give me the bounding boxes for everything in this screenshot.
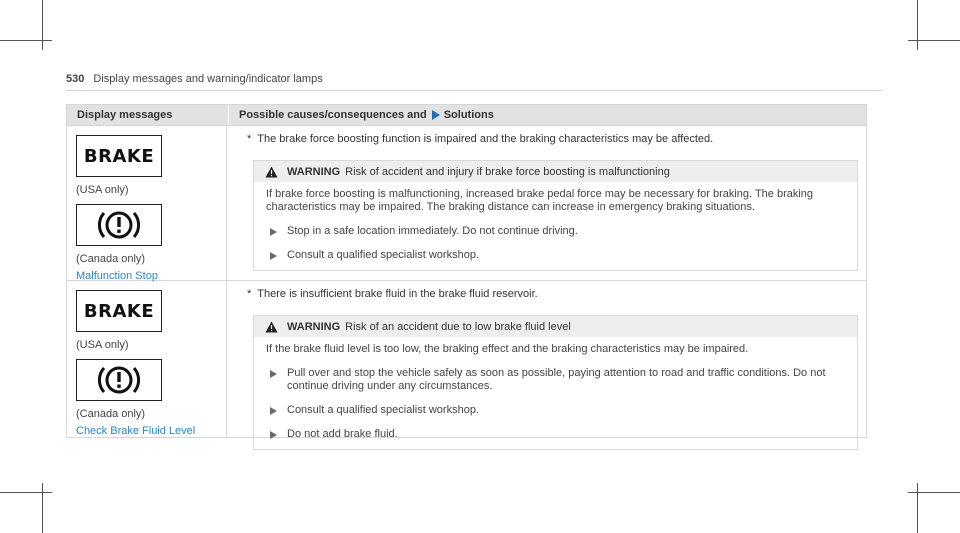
causes-solutions-cell: [227, 126, 866, 280]
region-canada: (Canada only): [76, 253, 146, 265]
step-text: Consult a qualified specialist workshop.: [287, 249, 479, 261]
warning-label: WARNING: [287, 165, 341, 178]
page-header: [66, 73, 323, 85]
table-header: [67, 105, 866, 125]
brake-lamp-icon: [76, 290, 162, 332]
warning-box: [253, 315, 858, 450]
warning-header: [254, 316, 857, 337]
step-text: Do not add brake fluid.: [287, 428, 398, 440]
brake-lamp-text: BRAKE: [83, 300, 155, 322]
step-text: Consult a qualified specialist workshop.: [287, 404, 479, 416]
warning-triangle-icon: [265, 166, 278, 178]
warning-text: If the brake fluid level is too low, the braking effect and the braking characteristics may be impaired.: [266, 343, 749, 355]
warning-triangle-icon: [265, 321, 278, 333]
step-text: Pull over and stop the vehicle safely as soon as possible, paying attention to road and traffic conditions. Do not continue driving under any circumstances.: [287, 367, 826, 392]
list-item: [266, 249, 847, 262]
step-arrow-icon: [270, 228, 277, 236]
warning-body: [254, 182, 857, 270]
crop-mark: [42, 0, 43, 50]
list-item: [266, 225, 847, 238]
region-usa: (USA only): [76, 184, 129, 196]
table-row: [67, 280, 866, 440]
warning-text: If brake force boosting is malfunctioning, increased brake pedal force may be necessary for braking. The braking characteristics may be impaired. The braking distance can increase in emergency braking situations.: [266, 188, 814, 213]
page-title: Display messages and warning/indicator lamps: [93, 73, 323, 85]
crop-mark: [0, 492, 52, 493]
crop-mark: [0, 40, 52, 41]
cause-description: There is insufficient brake fluid in the brake fluid reservoir.: [257, 288, 538, 300]
col-header-display-messages: Display messages: [67, 105, 229, 125]
warning-title: Risk of accident and injury if brake force boosting is malfunctioning: [345, 165, 670, 178]
crop-mark: [908, 492, 960, 493]
warning-title: Risk of an accident due to low brake fluid level: [345, 320, 571, 333]
page-number: 530: [66, 73, 85, 85]
parking-brake-warning-icon: [76, 204, 162, 246]
table-row: [67, 125, 866, 280]
crop-mark: [908, 40, 960, 41]
brake-lamp-icon: [76, 135, 162, 177]
step-arrow-icon: [270, 407, 277, 415]
cause-marker: *: [247, 133, 252, 145]
display-message-cell: [67, 126, 227, 280]
display-messages-table: [66, 104, 867, 438]
display-message-text: Check Brake Fluid Level: [76, 425, 196, 437]
cause-text: [247, 288, 858, 300]
step-text: Stop in a safe location immediately. Do not continue driving.: [287, 225, 578, 237]
step-arrow-icon: [270, 431, 277, 439]
region-canada: (Canada only): [76, 408, 146, 420]
display-message-text: Malfunction Stop: [76, 270, 158, 282]
col-header-causes: [229, 105, 866, 125]
crop-mark: [917, 483, 918, 533]
parking-brake-symbol: [96, 207, 142, 243]
col-header-causes-label: Possible causes/consequences and: [239, 109, 427, 121]
causes-solutions-cell: [227, 281, 866, 440]
list-item: [266, 404, 847, 417]
warning-header: [254, 161, 857, 182]
display-message-cell: [67, 281, 227, 437]
parking-brake-warning-icon: [76, 359, 162, 401]
region-usa: (USA only): [76, 339, 129, 351]
header-divider: [66, 90, 882, 91]
warning-box: [253, 160, 858, 271]
crop-mark: [42, 483, 43, 533]
cause-marker: *: [247, 288, 252, 300]
warning-body: [254, 337, 857, 449]
cause-text: [247, 133, 858, 145]
list-item: [266, 428, 847, 441]
step-arrow-icon: [270, 252, 277, 260]
col-header-solutions-label: Solutions: [443, 109, 494, 121]
cause-description: The brake force boosting function is impaired and the braking characteristics may be affected.: [257, 133, 714, 145]
crop-mark: [917, 0, 918, 50]
arrow-right-icon: [432, 110, 440, 120]
step-arrow-icon: [270, 370, 277, 378]
brake-lamp-text: BRAKE: [83, 145, 155, 167]
parking-brake-symbol: [96, 362, 142, 398]
warning-label: WARNING: [287, 320, 341, 333]
list-item: [266, 367, 847, 393]
